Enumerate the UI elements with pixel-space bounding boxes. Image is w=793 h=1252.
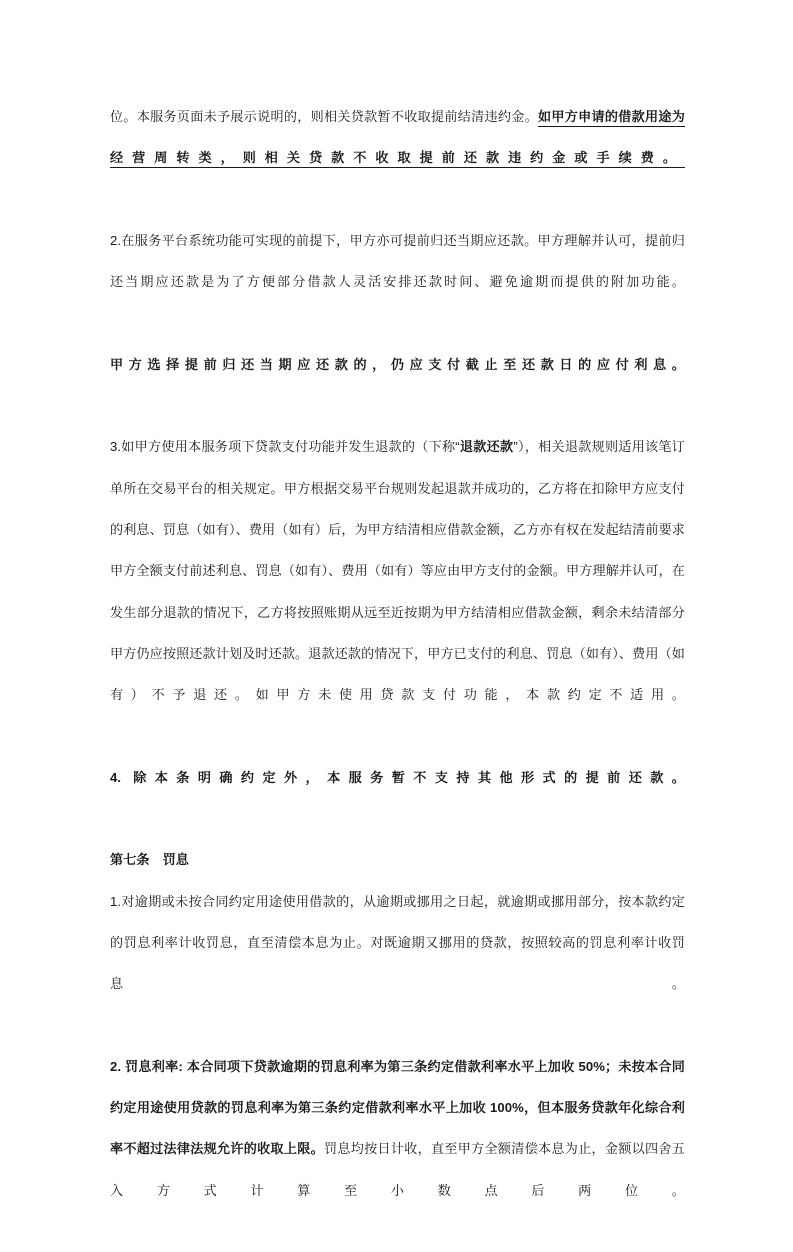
- section-heading-article-7: [110, 839, 685, 880]
- text-run-normal: 罚息均按日计收，直至甲方全额清偿本息为止，金额以四舍五入方式计算至小数点后两位。: [110, 1141, 685, 1198]
- paragraph-item-1-continued: [110, 96, 685, 220]
- paragraph-article-7-item-1: [110, 881, 685, 1046]
- text-run-normal: ”），相关退款规则适用该笔订单所在交易平台的相关规定。甲方根据交易平台规则发起退款并成功的，乙方将在扣除甲方应支付的利息、罚息（如有）、费用（如有）后，为甲方结清相应借款金额，乙方亦有权在发起结清前要求甲方全额支付前述利息、罚息（如有）、费用（如有）等应由甲方支付的金额。甲方理解并认可，在发生部分退款的情况下，乙方将按照账期从远至近按期为甲方结清相应借款金额，剩余未结清部分甲方仍应按照还款计划及时还款。退款还款的情况下，甲方已支付的利息、罚息（如有）、费用（如有）不予退还。如甲方未使用贷款支付功能，本款约定不适用。: [110, 439, 685, 703]
- paragraph-item-3: [110, 426, 685, 756]
- document-body: [110, 96, 685, 1252]
- text-run-bold-term: 退款还款: [459, 439, 514, 455]
- section-heading-number: 第七条: [110, 852, 150, 868]
- paragraph-item-4: [110, 757, 685, 840]
- text-run-bold: 4. 除本条明确约定外，本服务暂不支持其他形式的提前还款。: [110, 769, 685, 785]
- text-run-bold-underline: 如甲方申请的借款用途为经营周转类，则相关贷款不收取提前还款违约金或手续费。: [110, 109, 685, 166]
- text-run-bold: 2. 罚息利率: 本合同项下贷款逾期的罚息利率为第三条约定借款利率水平上加收 50%；未按本合同约定用途使用贷款的罚息利率为第三条约定借款利率水平上加收 100%，但本服务贷款年化综合利率不超过法律法规允许的收取上限。: [110, 1058, 685, 1157]
- section-heading-title: 罚息: [162, 852, 189, 868]
- text-run-normal: 2.在服务平台系统功能可实现的前提下，甲方亦可提前归还当期应还款。甲方理解并认可，提前归还当期应还款是为了方便部分借款人灵活安排还款时间、避免逾期而提供的附加功能。: [110, 232, 685, 290]
- paragraph-item-2: [110, 220, 685, 344]
- text-run-normal: 1.对逾期或未按合同约定用途使用借款的，从逾期或挪用之日起，就逾期或挪用部分，按本款约定的罚息利率计收罚息，直至清偿本息为止。对既逾期又挪用的贷款，按照较高的罚息利率计收罚息。: [110, 893, 685, 992]
- paragraph-item-2-emphasis: [110, 344, 685, 427]
- text-run-bold: 甲方选择提前归还当期应还款的，仍应支付截止至还款日的应付利息。: [110, 356, 685, 372]
- text-run-normal: 3.如甲方使用本服务项下贷款支付功能并发生退款的（下称“: [110, 439, 460, 455]
- text-run-normal: 位。本服务页面未予展示说明的，则相关贷款暂不收取提前结清违约金。: [110, 109, 539, 124]
- paragraph-article-7-item-2: [110, 1046, 685, 1252]
